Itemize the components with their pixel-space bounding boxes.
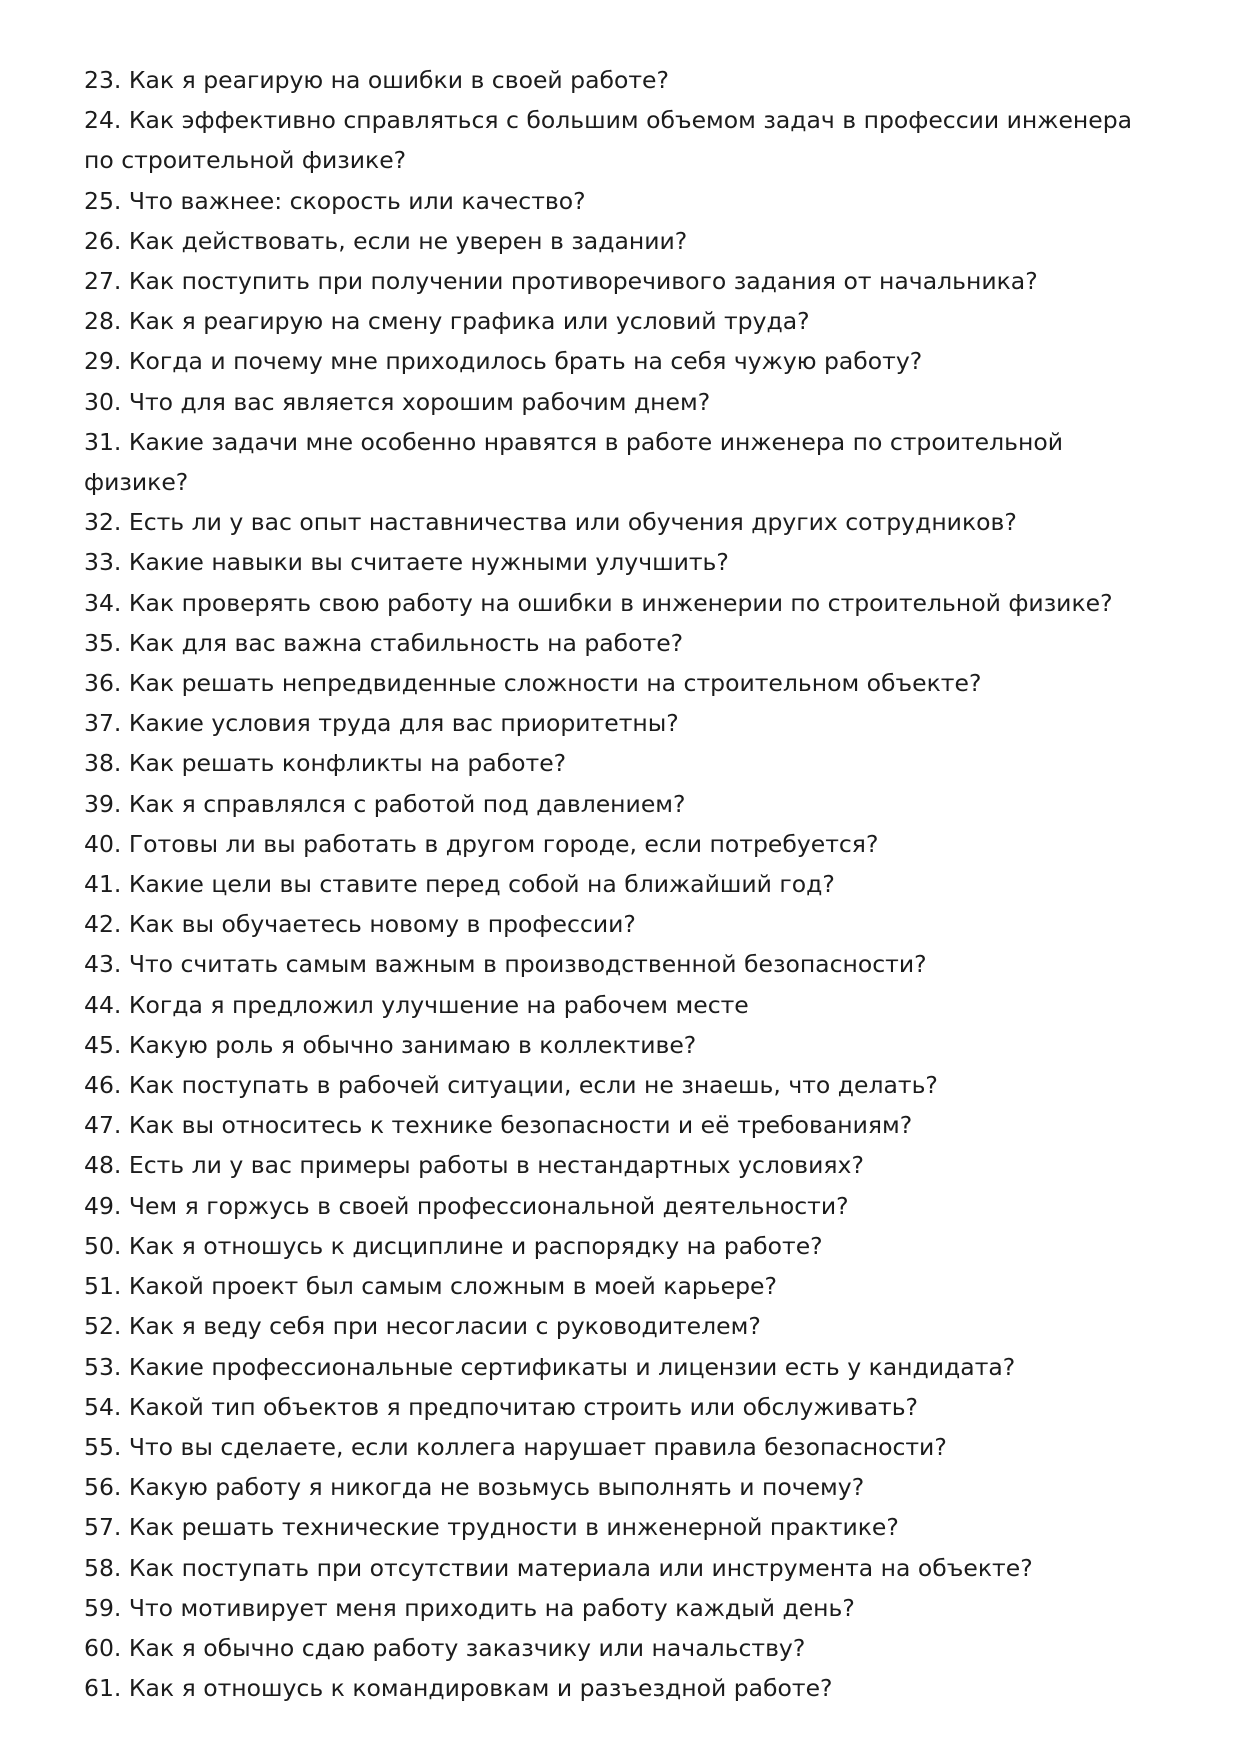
- question-item: 60. Как я обычно сдаю работу заказчику или начальству?: [84, 1633, 806, 1662]
- question-item: 58. Как поступать при отсутствии материала или инструмента на объекте?: [84, 1553, 1033, 1582]
- question-item: 27. Как поступить при получении противоречивого задания от начальника?: [84, 267, 1038, 296]
- question-item: 59. Что мотивирует меня приходить на работу каждый день?: [84, 1593, 855, 1622]
- question-item: 61. Как я отношусь к командировкам и разъездной работе?: [84, 1674, 833, 1703]
- question-item: 50. Как я отношусь к дисциплине и распорядку на работе?: [84, 1231, 823, 1260]
- question-item: 43. Что считать самым важным в производственной безопасности?: [84, 950, 927, 979]
- question-item: 34. Как проверять свою работу на ошибки в инженерии по строительной физике?: [84, 588, 1113, 617]
- question-item: 53. Какие профессиональные сертификаты и лицензии есть у кандидата?: [84, 1352, 1016, 1381]
- question-item: 51. Какой проект был самым сложным в моей карьере?: [84, 1272, 777, 1301]
- question-item: 28. Как я реагирую на смену графика или условий труда?: [84, 307, 810, 336]
- question-item: 32. Есть ли у вас опыт наставничества или обучения других сотрудников?: [84, 508, 1017, 537]
- question-item: 55. Что вы сделаете, если коллега нарушает правила безопасности?: [84, 1432, 947, 1461]
- question-item: 48. Есть ли у вас примеры работы в нестандартных условиях?: [84, 1151, 864, 1180]
- question-item: 33. Какие навыки вы считаете нужными улучшить?: [84, 548, 729, 577]
- question-item: 35. Как для вас важна стабильность на работе?: [84, 628, 684, 657]
- question-item: 42. Как вы обучаетесь новому в профессии?: [84, 910, 636, 939]
- question-item: 46. Как поступать в рабочей ситуации, если не знаешь, что делать?: [84, 1071, 938, 1100]
- question-item: 24. Как эффективно справляться с большим объемом задач в профессии инженера по строительной физике?: [84, 106, 1133, 175]
- question-item: 29. Когда и почему мне приходилось брать на себя чужую работу?: [84, 347, 923, 376]
- question-item: 57. Как решать технические трудности в инженерной практике?: [84, 1513, 899, 1542]
- question-item: 23. Как я реагирую на ошибки в своей работе?: [84, 66, 669, 94]
- question-item: 39. Как я справлялся с работой под давлением?: [84, 789, 686, 818]
- question-item: 38. Как решать конфликты на работе?: [84, 749, 567, 778]
- question-item: 37. Какие условия труда для вас приоритетны?: [84, 709, 679, 738]
- question-item: 52. Как я веду себя при несогласии с руководителем?: [84, 1312, 761, 1341]
- question-item: 56. Какую работу я никогда не возьмусь выполнять и почему?: [84, 1473, 865, 1502]
- question-item: 36. Как решать непредвиденные сложности на строительном объекте?: [84, 669, 982, 698]
- question-list: [84, 60, 1144, 1708]
- question-item: 54. Какой тип объектов я предпочитаю строить или обслуживать?: [84, 1392, 919, 1421]
- question-item: 31. Какие задачи мне особенно нравятся в работе инженера по строительной физике?: [84, 427, 1064, 497]
- question-item: 40. Готовы ли вы работать в другом городе, если потребуется?: [84, 829, 879, 858]
- question-item: 30. Что для вас является хорошим рабочим днем?: [84, 387, 711, 416]
- question-item: 25. Что важнее: скорость или качество?: [84, 186, 586, 215]
- question-item: 44. Когда я предложил улучшение на рабочем месте: [84, 990, 749, 1019]
- question-item: 47. Как вы относитесь к технике безопасности и её требованиям?: [84, 1111, 913, 1140]
- question-item: 41. Какие цели вы ставите перед собой на ближайший год?: [84, 870, 835, 899]
- document-page: [84, 60, 1144, 1708]
- question-item: 49. Чем я горжусь в своей профессиональной деятельности?: [84, 1191, 849, 1220]
- question-item: 26. Как действовать, если не уверен в задании?: [84, 226, 688, 255]
- question-item: 45. Какую роль я обычно занимаю в коллективе?: [84, 1030, 697, 1059]
